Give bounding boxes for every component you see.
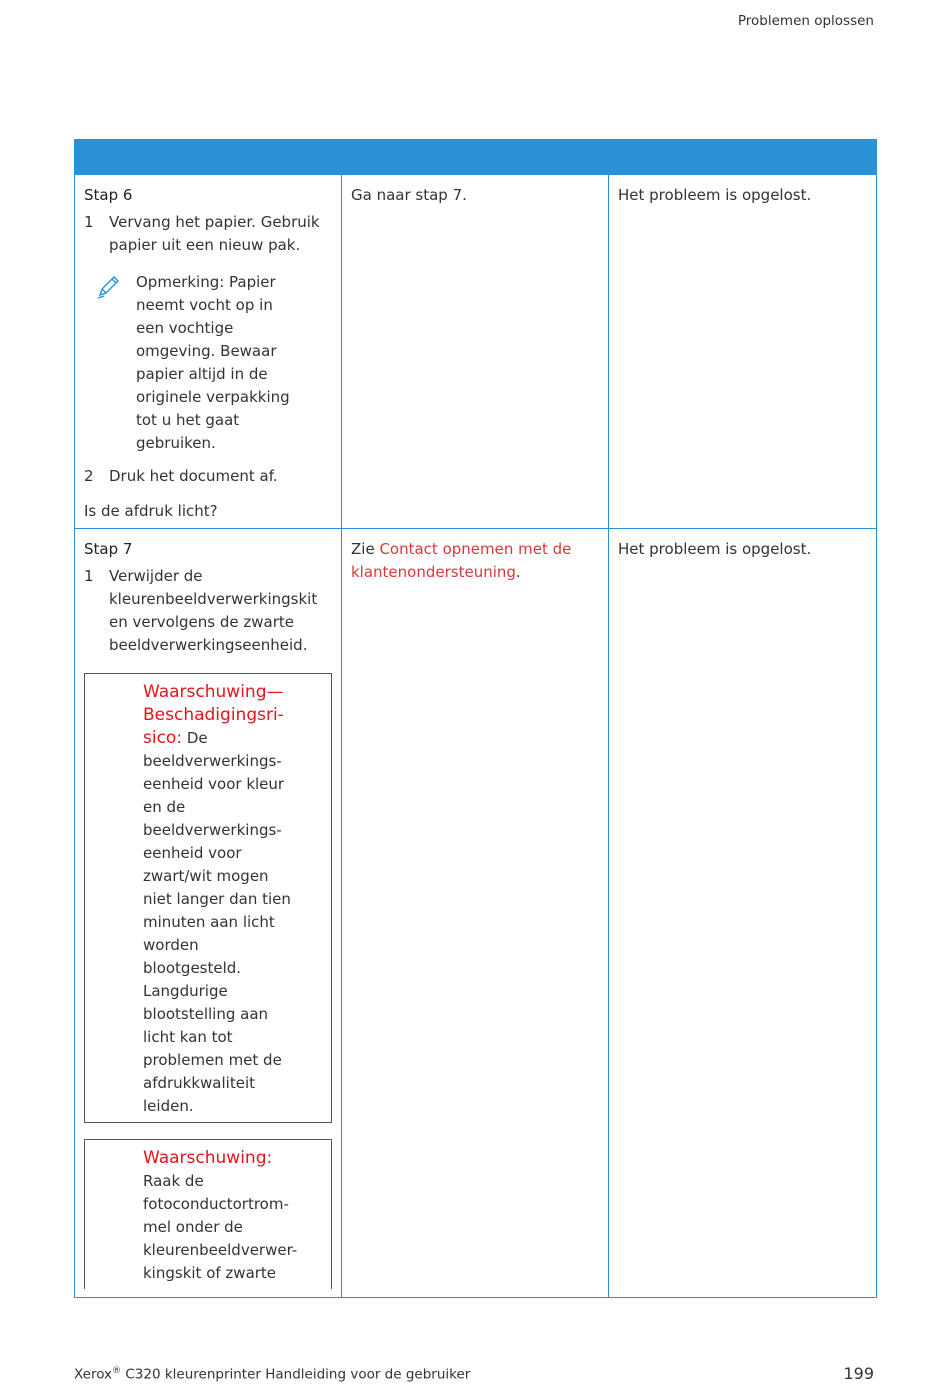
- list-number: 1: [84, 213, 94, 231]
- warning-title: Waarschuwing—Beschadigingsri-sico:: [143, 682, 284, 748]
- step6-no-cell: [609, 175, 877, 529]
- step6-question: Is de afdruk licht?: [84, 502, 218, 520]
- step7-yes-cell: [342, 529, 609, 1298]
- step7-yes-prefix: Zie: [351, 540, 380, 558]
- pencil-icon: [84, 271, 136, 455]
- warning-text: De beeldverwerkings-eenheid voor kleur en de beeldverwerkings-eenheid voor zwart/wit mogen niet langer dan tien minuten aan licht worden blootgesteld. Langdurige blootstelling aan licht kan tot problemen met de afdrukkwaliteit leiden.: [143, 729, 291, 1115]
- list-text: Vervang het papier. Gebruik papier uit een nieuw pak.: [109, 213, 320, 254]
- note-block: [84, 271, 332, 455]
- warning-text: Raak de fotoconductortrom-mel onder de kleurenbeeldverwer-kingskit of zwarte: [143, 1172, 298, 1282]
- warning-box-damage: [84, 673, 332, 1123]
- troubleshooting-table: [74, 139, 877, 1298]
- table-row-step7: [75, 529, 877, 1298]
- step7-no-text: Het probleem is opgelost.: [618, 540, 812, 558]
- registered-mark: ®: [112, 1366, 122, 1376]
- header-cell-no: [609, 140, 877, 175]
- note-text: Opmerking: Papier neemt vocht op in een vochtige omgeving. Bewaar papier altijd in de originele verpakking tot u het gaat gebruiken.: [136, 273, 290, 452]
- list-item: [84, 465, 332, 488]
- list-text: Druk het document af.: [109, 467, 278, 485]
- warning-box-touch: [84, 1139, 332, 1289]
- table-header-row: [75, 140, 877, 175]
- warning-title: Waarschuwing:: [143, 1148, 273, 1168]
- list-item: [84, 565, 332, 657]
- list-number: 2: [84, 467, 94, 485]
- step7-action-cell: [75, 529, 342, 1298]
- step6-yes-cell: [342, 175, 609, 529]
- list-item: [84, 211, 332, 257]
- footer-title: [74, 1366, 470, 1383]
- footer-brand: Xerox: [74, 1366, 113, 1383]
- page-number: 199: [843, 1364, 874, 1383]
- list-text: Verwijder de kleurenbeeldverwerkingskit en vervolgens de zwarte beeldverwerkingseenheid.: [109, 567, 318, 654]
- step7-title: Stap 7: [84, 540, 133, 558]
- step6-action-cell: [75, 175, 342, 529]
- header-cell-yes: [342, 140, 609, 175]
- step6-yes-text: Ga naar stap 7.: [351, 186, 467, 204]
- list-number: 1: [84, 567, 94, 585]
- header-cell-action: [75, 140, 342, 175]
- step7-yes-suffix: .: [515, 563, 521, 581]
- step6-title: Stap 6: [84, 186, 133, 204]
- table-row-step6: [75, 175, 877, 529]
- support-link[interactable]: Contact opnemen met de klantenondersteuning: [351, 540, 572, 581]
- running-header: Problemen oplossen: [737, 13, 874, 29]
- step6-no-text: Het probleem is opgelost.: [618, 186, 812, 204]
- step7-no-cell: [609, 529, 877, 1298]
- footer-doc-title: C320 kleurenprinter Handleiding voor de gebruiker: [121, 1366, 471, 1383]
